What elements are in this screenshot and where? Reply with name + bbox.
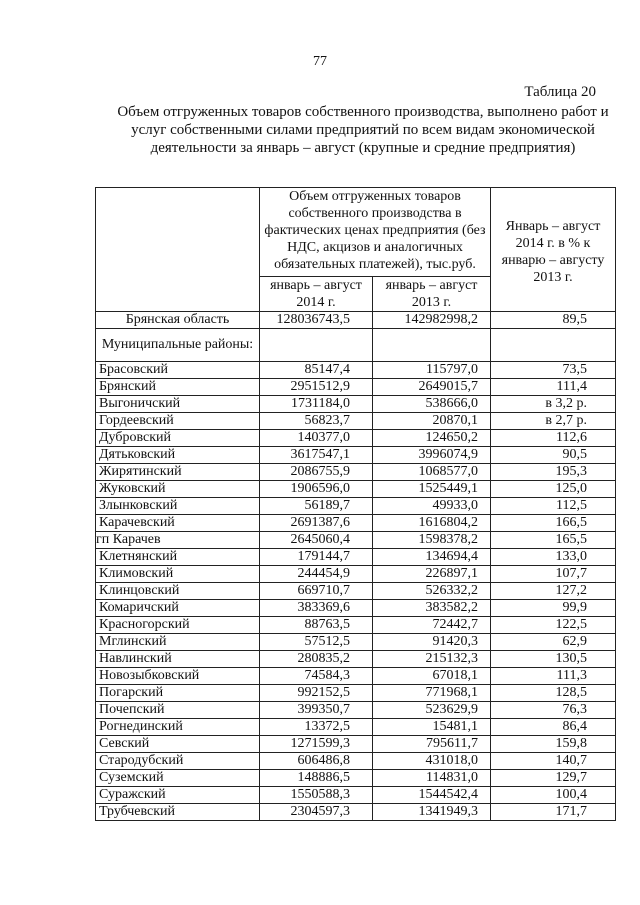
region-row (96, 312, 616, 329)
table-row (96, 566, 616, 583)
row-value-2014: 140377,0 (260, 430, 373, 447)
row-name: Новозыбковский (96, 668, 260, 685)
row-percent: 76,3 (491, 702, 616, 719)
row-percent: 99,9 (491, 600, 616, 617)
row-name: Суражский (96, 787, 260, 804)
table-row (96, 430, 616, 447)
row-value-2013: 383582,2 (373, 600, 491, 617)
row-percent: 140,7 (491, 753, 616, 770)
empty-cell (491, 329, 616, 362)
row-value-2014: 2951512,9 (260, 379, 373, 396)
row-percent: 86,4 (491, 719, 616, 736)
row-value-2014: 2691387,6 (260, 515, 373, 532)
row-value-2013: 124650,2 (373, 430, 491, 447)
header-period-2013: январь – август 2013 г. (373, 277, 491, 312)
group-label: Муниципальные районы: (96, 329, 260, 362)
table-row (96, 804, 616, 821)
header-volume: Объем отгруженных товаров собственного производства в фактических ценах предприятия (без НДС, акцизов и аналогичных обязательных платежей), тыс.руб. (260, 188, 491, 277)
row-name: Злынковский (96, 498, 260, 515)
row-name: Брянский (96, 379, 260, 396)
row-percent: 89,5 (491, 312, 616, 329)
table-row (96, 379, 616, 396)
row-name: Погарский (96, 685, 260, 702)
row-value-2013: 226897,1 (373, 566, 491, 583)
row-name: Клетнянский (96, 549, 260, 566)
row-value-2013: 795611,7 (373, 736, 491, 753)
row-value-2014: 74584,3 (260, 668, 373, 685)
row-percent: 90,5 (491, 447, 616, 464)
row-value-2013: 1544542,4 (373, 787, 491, 804)
table-row (96, 498, 616, 515)
row-percent: в 2,7 р. (491, 413, 616, 430)
row-value-2013: 3996074,9 (373, 447, 491, 464)
table-row (96, 668, 616, 685)
row-value-2013: 215132,3 (373, 651, 491, 668)
table-row (96, 787, 616, 804)
row-value-2014: 13372,5 (260, 719, 373, 736)
row-value-2014: 244454,9 (260, 566, 373, 583)
row-value-2013: 1598378,2 (373, 532, 491, 549)
row-value-2014: 57512,5 (260, 634, 373, 651)
row-value-2014: 2304597,3 (260, 804, 373, 821)
row-value-2013: 431018,0 (373, 753, 491, 770)
row-value-2013: 538666,0 (373, 396, 491, 413)
table-row (96, 583, 616, 600)
table-row (96, 600, 616, 617)
table-row (96, 736, 616, 753)
row-name: Выгоничский (96, 396, 260, 413)
row-name: Суземский (96, 770, 260, 787)
row-percent: 73,5 (491, 362, 616, 379)
row-percent: 195,3 (491, 464, 616, 481)
table-row (96, 413, 616, 430)
row-name: Карачевский (96, 515, 260, 532)
row-value-2014: 85147,4 (260, 362, 373, 379)
row-value-2013: 67018,1 (373, 668, 491, 685)
row-percent: 62,9 (491, 634, 616, 651)
row-value-2013: 115797,0 (373, 362, 491, 379)
row-percent: 112,6 (491, 430, 616, 447)
table-label: Таблица 20 (524, 84, 596, 100)
row-value-2013: 1341949,3 (373, 804, 491, 821)
row-percent: 107,7 (491, 566, 616, 583)
empty-cell (260, 329, 373, 362)
table-row (96, 396, 616, 413)
row-percent: 171,7 (491, 804, 616, 821)
row-value-2014: 56189,7 (260, 498, 373, 515)
row-value-2013: 91420,3 (373, 634, 491, 651)
row-value-2014: 56823,7 (260, 413, 373, 430)
row-name: Стародубский (96, 753, 260, 770)
table-body (96, 312, 616, 821)
row-percent: 112,5 (491, 498, 616, 515)
row-name: Жуковский (96, 481, 260, 498)
table-row (96, 719, 616, 736)
header-period-2014: январь – август 2014 г. (260, 277, 373, 312)
table-row (96, 549, 616, 566)
row-name: Брянская область (96, 312, 260, 329)
row-name: Брасовский (96, 362, 260, 379)
table-row (96, 770, 616, 787)
row-value-2014: 148886,5 (260, 770, 373, 787)
row-value-2013: 49933,0 (373, 498, 491, 515)
row-value-2013: 1068577,0 (373, 464, 491, 481)
table-row (96, 464, 616, 481)
page-number: 77 (313, 54, 327, 69)
row-value-2013: 1525449,1 (373, 481, 491, 498)
row-value-2014: 606486,8 (260, 753, 373, 770)
row-percent: 166,5 (491, 515, 616, 532)
row-value-2014: 280835,2 (260, 651, 373, 668)
row-value-2014: 128036743,5 (260, 312, 373, 329)
row-percent: 127,2 (491, 583, 616, 600)
row-percent: 100,4 (491, 787, 616, 804)
table-row (96, 634, 616, 651)
row-value-2013: 134694,4 (373, 549, 491, 566)
row-percent: 128,5 (491, 685, 616, 702)
row-name: Дятьковский (96, 447, 260, 464)
row-percent: 111,4 (491, 379, 616, 396)
row-value-2013: 526332,2 (373, 583, 491, 600)
row-value-2014: 383369,6 (260, 600, 373, 617)
row-value-2014: 1550588,3 (260, 787, 373, 804)
row-name: Трубчевский (96, 804, 260, 821)
row-name: Почепский (96, 702, 260, 719)
row-value-2014: 669710,7 (260, 583, 373, 600)
row-value-2014: 179144,7 (260, 549, 373, 566)
group-row (96, 329, 616, 362)
row-value-2014: 1731184,0 (260, 396, 373, 413)
row-percent: 122,5 (491, 617, 616, 634)
row-value-2014: 3617547,1 (260, 447, 373, 464)
row-name: Жирятинский (96, 464, 260, 481)
table-row (96, 702, 616, 719)
data-table (95, 187, 616, 821)
empty-cell (373, 329, 491, 362)
row-value-2013: 1616804,2 (373, 515, 491, 532)
header-blank (96, 188, 260, 312)
row-value-2014: 2086755,9 (260, 464, 373, 481)
table-row (96, 532, 616, 549)
row-percent: 111,3 (491, 668, 616, 685)
row-value-2013: 771968,1 (373, 685, 491, 702)
row-name: Климовский (96, 566, 260, 583)
table-row (96, 685, 616, 702)
table-row (96, 753, 616, 770)
row-name: Рогнединский (96, 719, 260, 736)
table-row (96, 617, 616, 634)
row-value-2014: 992152,5 (260, 685, 373, 702)
row-percent: 159,8 (491, 736, 616, 753)
table-row (96, 481, 616, 498)
row-value-2013: 114831,0 (373, 770, 491, 787)
row-name: Мглинский (96, 634, 260, 651)
row-value-2013: 20870,1 (373, 413, 491, 430)
row-percent: 129,7 (491, 770, 616, 787)
row-value-2014: 88763,5 (260, 617, 373, 634)
table-row (96, 515, 616, 532)
row-percent: 165,5 (491, 532, 616, 549)
row-name: Севский (96, 736, 260, 753)
row-percent: 133,0 (491, 549, 616, 566)
row-value-2014: 399350,7 (260, 702, 373, 719)
table-row (96, 447, 616, 464)
row-name: Дубровский (96, 430, 260, 447)
row-value-2013: 72442,7 (373, 617, 491, 634)
row-value-2013: 523629,9 (373, 702, 491, 719)
row-name: Навлинский (96, 651, 260, 668)
row-percent: в 3,2 р. (491, 396, 616, 413)
row-name: Красногорский (96, 617, 260, 634)
row-value-2014: 2645060,4 (260, 532, 373, 549)
row-percent: 130,5 (491, 651, 616, 668)
row-name: Клинцовский (96, 583, 260, 600)
row-value-2013: 142982998,2 (373, 312, 491, 329)
row-value-2013: 15481,1 (373, 719, 491, 736)
header-percent: Январь – август 2014 г. в % к январю – августу 2013 г. (491, 188, 616, 312)
row-value-2014: 1271599,3 (260, 736, 373, 753)
row-name: Гордеевский (96, 413, 260, 430)
row-name: гп Карачев (96, 532, 260, 549)
table-row (96, 651, 616, 668)
table-row (96, 362, 616, 379)
row-name: Комаричский (96, 600, 260, 617)
row-value-2014: 1906596,0 (260, 481, 373, 498)
row-value-2013: 2649015,7 (373, 379, 491, 396)
row-percent: 125,0 (491, 481, 616, 498)
table-title: Объем отгруженных товаров собственного производства, выполнено работ и услуг собственными силами предприятий по всем видам экономической деятельности за январь – август (крупные и средние предприятия) (117, 104, 609, 156)
